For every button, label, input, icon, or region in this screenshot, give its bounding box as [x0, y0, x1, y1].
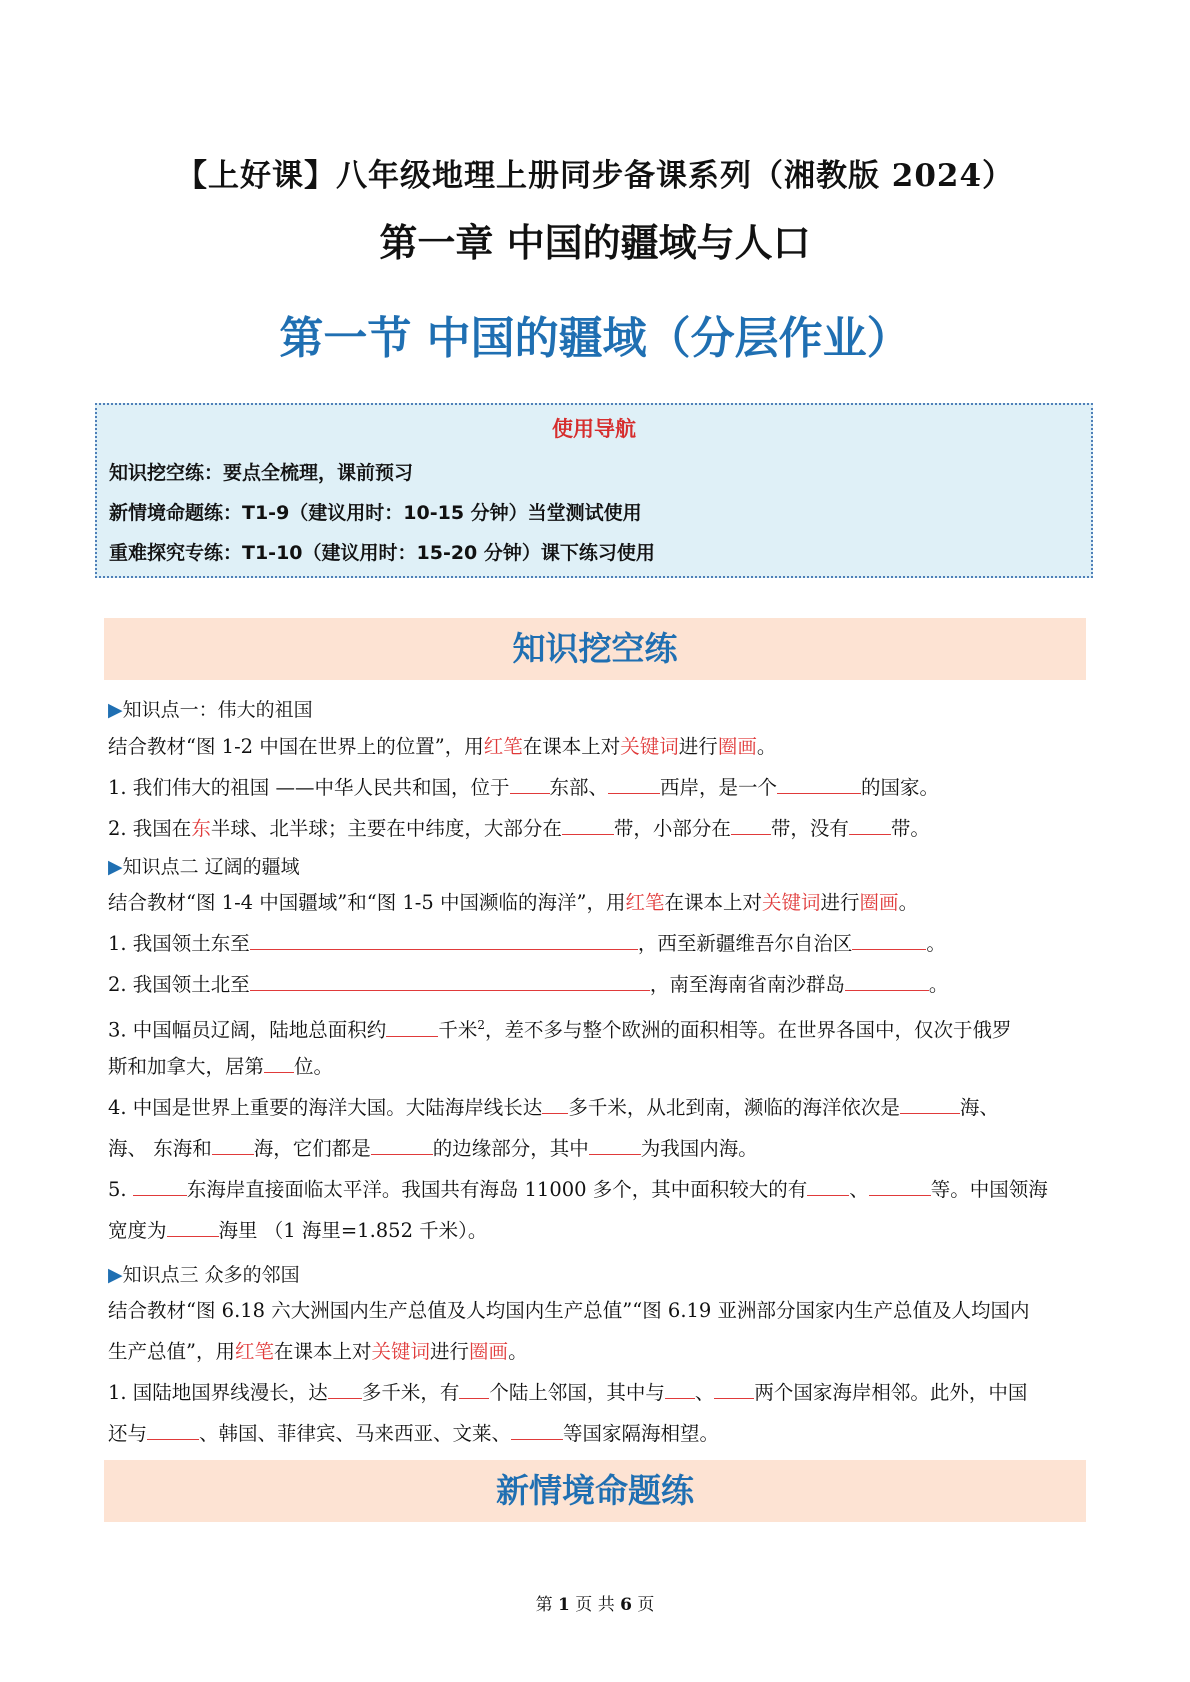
nav-line-difficult: 重难探究专练：T1-10（建议用时：15-20 分钟）课下练习使用: [109, 542, 655, 564]
kp3-q1-line1: 1. 国陆地国界线漫长，达 多千米，有 个陆上邻国，其中与 、 两个国家海岸相邻。此外，中国: [108, 1381, 1028, 1404]
answer-blank[interactable]: [562, 816, 614, 835]
chapter-title: 第一章 中国的疆域与人口: [379, 221, 811, 265]
kp1-q1: 1. 我们伟大的祖国 ——中华人民共和国，位于 东部、 西岸，是一个 的国家。: [108, 776, 940, 799]
answer-blank[interactable]: [386, 1018, 438, 1037]
kp2-q5-line2: 宽度为 海里 （1 海里=1.852 千米）。: [108, 1219, 488, 1242]
answer-blank[interactable]: [212, 1136, 254, 1155]
answer-blank[interactable]: [511, 1421, 563, 1440]
answer-blank[interactable]: [608, 775, 660, 794]
answer-blank[interactable]: [589, 1136, 641, 1155]
answer-blank[interactable]: [250, 931, 638, 950]
kp1-q2: 2. 我国在东半球、北半球；主要在中纬度，大部分在 带，小部分在 带，没有 带。: [108, 817, 930, 840]
kp2-q4-line2: 海、 东海和 海，它们都是 的边缘部分，其中 为我国内海。: [108, 1137, 758, 1160]
answer-blank[interactable]: [845, 972, 929, 991]
kp1-heading: ▶知识点一：伟大的祖国: [108, 699, 313, 721]
kp3-intro-line2: 生产总值”，用红笔在课本上对关键词进行圈画。: [108, 1340, 528, 1363]
triangle-bullet-icon: ▶: [108, 856, 123, 878]
answer-blank[interactable]: [542, 1095, 568, 1114]
current-page-number: 1: [558, 1595, 570, 1615]
answer-blank[interactable]: [459, 1380, 489, 1399]
answer-blank[interactable]: [147, 1421, 199, 1440]
triangle-bullet-icon: ▶: [108, 699, 123, 721]
answer-blank[interactable]: [849, 816, 891, 835]
answer-blank[interactable]: [510, 775, 550, 794]
usage-navigation-box: [95, 403, 1093, 578]
section-title: 第一节 中国的疆域（分层作业）: [279, 313, 911, 364]
answer-blank[interactable]: [133, 1177, 187, 1196]
total-page-count: 6: [620, 1595, 632, 1615]
kp2-q5-line1: 5. 东海岸直接面临太平洋。我国共有海岛 11000 多个，其中面积较大的有 、 等。中国领海: [108, 1178, 1048, 1201]
answer-blank[interactable]: [869, 1177, 931, 1196]
answer-blank[interactable]: [852, 931, 926, 950]
answer-blank[interactable]: [731, 816, 771, 835]
kp2-q3-line1: 3. 中国幅员辽阔，陆地总面积约 千米$^2$，差不多与整个欧洲的面积相等。在世界各国中，仅次于俄罗: [108, 1018, 1012, 1042]
kp3-heading: ▶知识点三 众多的邻国: [108, 1264, 300, 1286]
kp2-q2: 2. 我国领土北至 ，南至海南省南沙群岛 。: [108, 973, 949, 996]
banner-new-context: 新情境命题练: [104, 1460, 1086, 1522]
page-footer: 第 1 页 共 6 页: [535, 1595, 655, 1615]
banner-knowledge: 知识挖空练: [104, 618, 1086, 680]
answer-blank[interactable]: [328, 1380, 362, 1399]
kp2-heading: ▶知识点二 辽阔的疆域: [108, 856, 300, 878]
answer-blank[interactable]: [665, 1380, 695, 1399]
answer-blank[interactable]: [371, 1136, 433, 1155]
kp2-intro: 结合教材“图 1-4 中国疆域”和“图 1-5 中国濒临的海洋”，用红笔在课本上对关键词进行圈画。: [108, 891, 919, 914]
answer-blank[interactable]: [250, 972, 650, 991]
kp1-intro: 结合教材“图 1-2 中国在世界上的位置”，用红笔在课本上对关键词进行圈画。: [108, 735, 777, 758]
answer-blank[interactable]: [264, 1054, 294, 1073]
answer-blank[interactable]: [900, 1095, 960, 1114]
kp3-intro-line1: 结合教材“图 6.18 六大洲国内生产总值及人均国内生产总值”“图 6.19 亚洲部分国家内生产总值及人均国内: [108, 1299, 1030, 1322]
kp2-q4-line1: 4. 中国是世界上重要的海洋大国。大陆海岸线长达 多千米，从北到南，濒临的海洋依次是 海、: [108, 1096, 999, 1119]
nav-line-knowledge: 知识挖空练：要点全梳理，课前预习: [109, 462, 414, 484]
answer-blank[interactable]: [714, 1380, 754, 1399]
series-title: 【上好课】八年级地理上册同步备课系列（湘教版 2024）: [175, 158, 1015, 194]
kp3-q1-line2: 还与 、韩国、菲律宾、马来西亚、文莱、 等国家隔海相望。: [108, 1422, 720, 1445]
answer-blank[interactable]: [807, 1177, 849, 1196]
nav-title: 使用导航: [552, 417, 636, 441]
nav-line-new-context: 新情境命题练：T1-9（建议用时：10-15 分钟）当堂测试使用: [109, 502, 642, 524]
answer-blank[interactable]: [777, 775, 861, 794]
kp2-q3-line2: 斯和加拿大，居第 位。: [108, 1055, 334, 1078]
kp2-q1: 1. 我国领土东至 ，西至新疆维吾尔自治区 。: [108, 932, 946, 955]
answer-blank[interactable]: [167, 1218, 219, 1237]
triangle-bullet-icon: ▶: [108, 1264, 123, 1286]
